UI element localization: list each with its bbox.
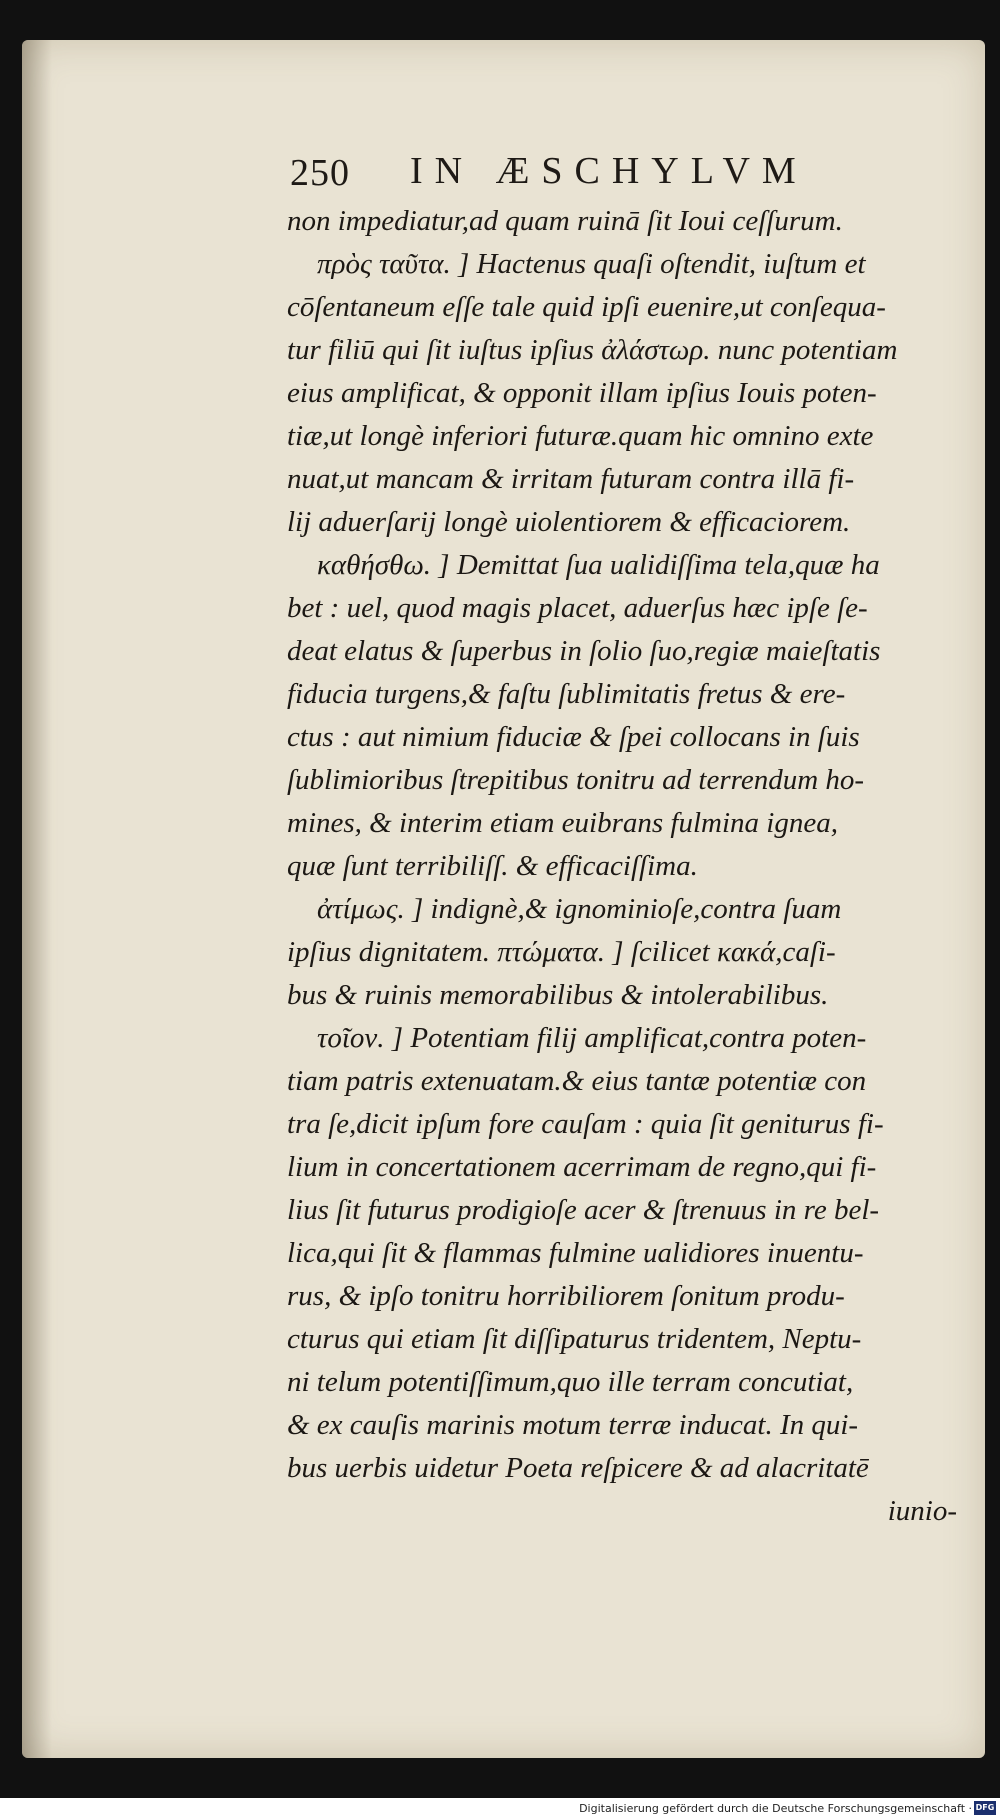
page-number: 250	[290, 152, 350, 194]
text-line: πρὸς ταῦτα. ] Hactenus quaſi oſtendit, iuſtum et	[317, 248, 866, 280]
dfg-logo: DFG	[974, 1801, 996, 1815]
text-line: ni telum potentiſſimum,quo ille terram concutiat,	[287, 1366, 854, 1398]
catchword: iunio-	[887, 1495, 957, 1527]
text-line: τοῖον. ] Potentiam filij amplificat,contra poten-	[317, 1022, 867, 1054]
text-line: ctus : aut nimium fiduciæ & ſpei collocans in ſuis	[287, 721, 860, 753]
text-line: ἀτίμως. ] indignè,& ignominioſe,contra ſuam	[317, 893, 842, 925]
funding-credit: Digitalisierung gefördert durch die Deutsche Forschungsgemeinschaft ·	[579, 1802, 972, 1815]
text-line: bet : uel, quod magis placet, aduerſus hæc ipſe ſe-	[287, 592, 868, 624]
text-line: tra ſe,dicit ipſum fore cauſam : quia ſit geniturus fi-	[287, 1108, 884, 1140]
footer-bar	[0, 1798, 1000, 1819]
page-header	[290, 145, 890, 201]
text-line: rus, & ipſo tonitru horribiliorem ſonitum produ-	[287, 1280, 845, 1312]
running-title: IN ÆSCHYLVM	[410, 150, 808, 192]
text-line: nuat,ut mancam & irritam futuram contra illā fi-	[287, 463, 855, 495]
body-text	[287, 200, 967, 1533]
text-line: cōſentaneum eſſe tale quid ipſi euenire,ut conſequa-	[287, 291, 886, 323]
text-line: ipſius dignitatem. πτώματα. ] ſcilicet κακά,caſi-	[287, 936, 836, 968]
book-page	[22, 40, 985, 1758]
text-line: bus uerbis uidetur Poeta reſpicere & ad alacritatē	[287, 1452, 869, 1484]
text-line: ſublimioribus ſtrepitibus tonitru ad terrendum ho-	[287, 764, 865, 796]
text-line: cturus qui etiam ſit diſſipaturus tridentem, Neptu-	[287, 1323, 862, 1355]
text-line: deat elatus & ſuperbus in ſolio ſuo,regiæ maieſtatis	[287, 635, 881, 667]
text-line: & ex cauſis marinis motum terræ inducat. In qui-	[287, 1409, 859, 1441]
text-line: lica,qui ſit & flammas fulmine ualidiores inuentu-	[287, 1237, 864, 1269]
text-line: tiæ,ut longè inferiori futuræ.quam hic omnino exte	[287, 420, 874, 452]
text-line: tur filiū qui ſit iuſtus ipſius ἀλάστωρ. nunc potentiam	[287, 334, 898, 366]
text-line: tiam patris extenuatam.& eius tantæ potentiæ con	[287, 1065, 867, 1097]
text-line: eius amplificat, & opponit illam ipſius Iouis poten-	[287, 377, 877, 409]
text-line: lius ſit futurus prodigioſe acer & ſtrenuus in re bel-	[287, 1194, 880, 1226]
text-line: lij aduerſarij longè uiolentiorem & efficaciorem.	[287, 506, 851, 538]
text-line: non impediatur,ad quam ruinā ſit Ioui ceſſurum.	[287, 205, 843, 237]
text-line: bus & ruinis memorabilibus & intolerabilibus.	[287, 979, 829, 1011]
text-line: καθήσθω. ] Demittat ſua ualidiſſima tela,quæ ha	[317, 549, 880, 581]
text-line: quæ ſunt terribiliſſ. & efficaciſſima.	[287, 850, 698, 882]
text-line: mines, & interim etiam euibrans fulmina ignea,	[287, 807, 838, 839]
text-line: fiducia turgens,& faſtu ſublimitatis fretus & ere-	[287, 678, 846, 710]
text-line: lium in concertationem acerrimam de regno,qui fi-	[287, 1151, 877, 1183]
